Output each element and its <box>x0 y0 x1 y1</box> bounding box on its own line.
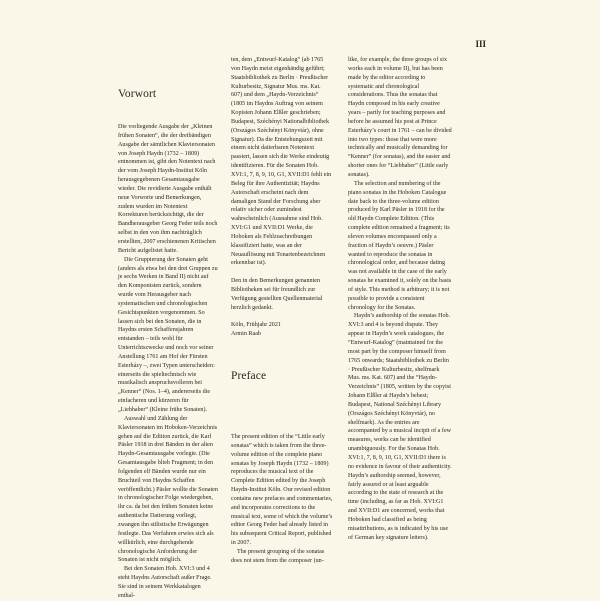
paragraph: Auswahl und Zählung der Klaviersonaten im Hoboken-Verzeichnis gehen auf die Edition zurück, die Karl Päsler 1918 in drei Bänden in der alten Haydn-Gesamtausgabe vorlegte. (Die Gesamtausgabe blieb Fragment; in den folgenden elf Bänden wurde nur ein Bruchteil von Haydns Schaffen veröffentlicht.) Päsler wollte die Sonaten in chronologischer Folge wiedergeben, ihr ca. da bei den frühen Sonaten keine authentische Datierung vorliegt, zwangen ihn stilistische Erwägungen festlegte. Das Verfahren erwies sich als willkürlich, eine durchgehende chronologische Anforderung der Sonaten ist nicht möglich. <box>118 415 218 564</box>
heading-preface: Preface <box>231 370 267 382</box>
author-name: Armin Raab <box>231 331 261 338</box>
paragraph: Den in den Bemerkungen genannten Bibliotheken sei für freundlich zur Verfügung gestellten Quellenmaterial herzlich gedankt. <box>231 278 323 311</box>
column-german-left <box>118 123 218 601</box>
page-number: III <box>475 39 486 49</box>
column-english-right <box>348 56 452 542</box>
paragraph: ten, dem „Entwurf-Katalog“ (ab 1765 von Haydn meist eigenhändig geführt; Staatsbibliothek zu Berlin · Preußischer Kulturbesitz, Signatur Mus. ms. Kat. 607) und dem „Haydn-Verzeichnis“ (1805 im Haydns Auftrag von seinem Kopisten Johann Elßler geschrieben; Budapest, Széchényi Nationalbibliothek (Országos Széchényi Könyvtár), ohne Signatur). Da die Entstehungszeit mit einem nicht datierbaren Notentext passiert, lassen sich die Werke eindeutig identifizieren. Für die Sonaten Hob. XVI:1, 7, 8, 9, 10, G1, XVII:D1 fehlt ein Beleg für ihre Authentizität; Haydns Autorschaft erscheint nach dem damaligen Stand der Forschung aber relativ sicher oder zumindest wahrscheinlich (Ausnahme sind Hob. XVI:G1 und XVII:D1 Werke, die Hoboken als Fehlzuschreibungen klassifiziert hatte, was an der Neuauflösung mit Tonartenbezeichnen erkennbar ist). <box>231 57 332 267</box>
paragraph: Haydn’s authorship of the sonatas Hob. XVI:3 and 4 is beyond dispute. They appear in Haydn’s work catalogues, the “Entwurf-Katalog” (maintained for the most part by the composer himself from 1765 onwards; Staatsbibliothek zu Berlin · Preußischer Kulturbesitz, shelfmark Mus. ms. Kat. 607) and the “Haydn-Verzeichnis” (1805, written by the copyist Johann Elßler at Haydn’s behest; Budapest, National Széchényi Library (Országos Széchényi Könyvtár), no shelfmark). As the entries are accompanied by a musical incipit of a few measures, works can be identified unambiguously. For the Sonatas Hob. XVI:1, 7, 8, 9, 10, G1, XVII:D1 there is no evidence in favour of their authenticity. Haydn’s authorship seemed, however, fairly assured or at least arguable according to the state of research at the time (including, as far as Hob. XVI:G1 and XVII:D1 are concerned, works that Hoboken had classified as being misattributions, as is indicated by his use of German key signature letters). <box>348 313 452 541</box>
column-german-middle <box>231 56 333 339</box>
paragraph: like, for example, the three groups of six works each in volume II), but has been made by the editor according to systematic and chronological considerations. Thus the sonatas that Haydn composed in his early creative years – partly for teaching purposes and before he assumed his post at Prince Esterházy’s court in 1761 – can be divided into two types: those that were more technically and musically demanding for “Kenner” (for sonatas), and the easier and shorter ones for “Liebhaber” (Little early sonatas). <box>348 57 452 178</box>
paragraph: Die vorliegende Ausgabe der „Kleinen frühen Sonaten“, die der dreibändigen Ausgabe der sämtlichen Klaviersonaten von Joseph Haydn (1732 – 1809) entnommen ist, gibt den Notentext nach der vom Joseph Haydn-Institut Köln herausgegebenen Gesamtausgabe wieder. Die revidierte Ausgabe enthält neue Vorworte und Bemerkungen, zudem wurden im Notentext Korrekturen berücksichtigt, die der Bandherausgeber Georg Feder teils noch selbst in den von ihm nachträglich erstellten, 2007 erschienenen Kritischen Bericht aufgelistet hatte. <box>118 124 218 254</box>
column-english-middle <box>231 433 333 566</box>
paragraph-gap <box>231 312 333 321</box>
paragraph: The selection and numbering of the piano sonatas in the Hoboken Catalogue date back to the three-volume edition produced by Karl Päsler in 1918 for the old Haydn Complete Edition. (This complete edition remained a fragment; its eleven volumes encompassed only a fraction of Haydn’s oeuvre.) Päsler wanted to reproduce the sonatas in chronological order, and because dating was not available in the case of the early sonatas he examined it, solely on the basis of style. This method is arbitrary; it is not possible to provide a consistent chronology for the Sonatas. <box>348 180 452 311</box>
heading-vorwort: Vorwort <box>118 88 157 100</box>
paragraph-gap <box>231 268 333 277</box>
place-date: Köln, Frühjahr 2021 <box>231 322 281 329</box>
paragraph: The present edition of the “Little early sonatas” which is taken from the three-volume edition of the complete piano sonatas by Joseph Haydn (1732 – 1809) reproduces the musical text of the Complete Edition edited by the Joseph Haydn-Institut Köln. Our revised edition contains new prefaces and commentaries, and incorporates corrections to the musical text, some of which the volume’s editor Georg Feder had already listed in his subsequent Critical Report, published in 2007. <box>231 434 333 547</box>
paragraph: The present grouping of the sonatas does not stem from the composer (un- <box>231 548 325 564</box>
paragraph: Bei den Sonaten Hob. XVI:3 und 4 steht Haydns Autorschaft außer Frage. Sie sind in seinem Werkkatalogen enthal- <box>118 566 212 599</box>
paragraph: Die Gruppierung der Sonaten geht (anders als etwa bei den drei Gruppen zu je sechs Werken in Band II) nicht auf den Komponisten zurück, sondern wurde vom Herausgeber nach systematischen und chronologischen Gesichtspunkten vorgenommen. So lassen sich bei den Sonaten, die in Haydns ersten Schaffensjahren entstanden – teils wohl für Unterrichtszwecke und noch vor seiner Anstellung 1761 am Hof der Fürsten Esterházy –, zwei Typen unterscheiden: einerseits die spieltechnisch wie musikalisch anspruchsvolleren bei „Kenner“ (Nos. 1–4), andererseits die einfacheren und kürzeren für „Liebhaber“ (Kleine frühe Sonaten). <box>118 256 218 413</box>
